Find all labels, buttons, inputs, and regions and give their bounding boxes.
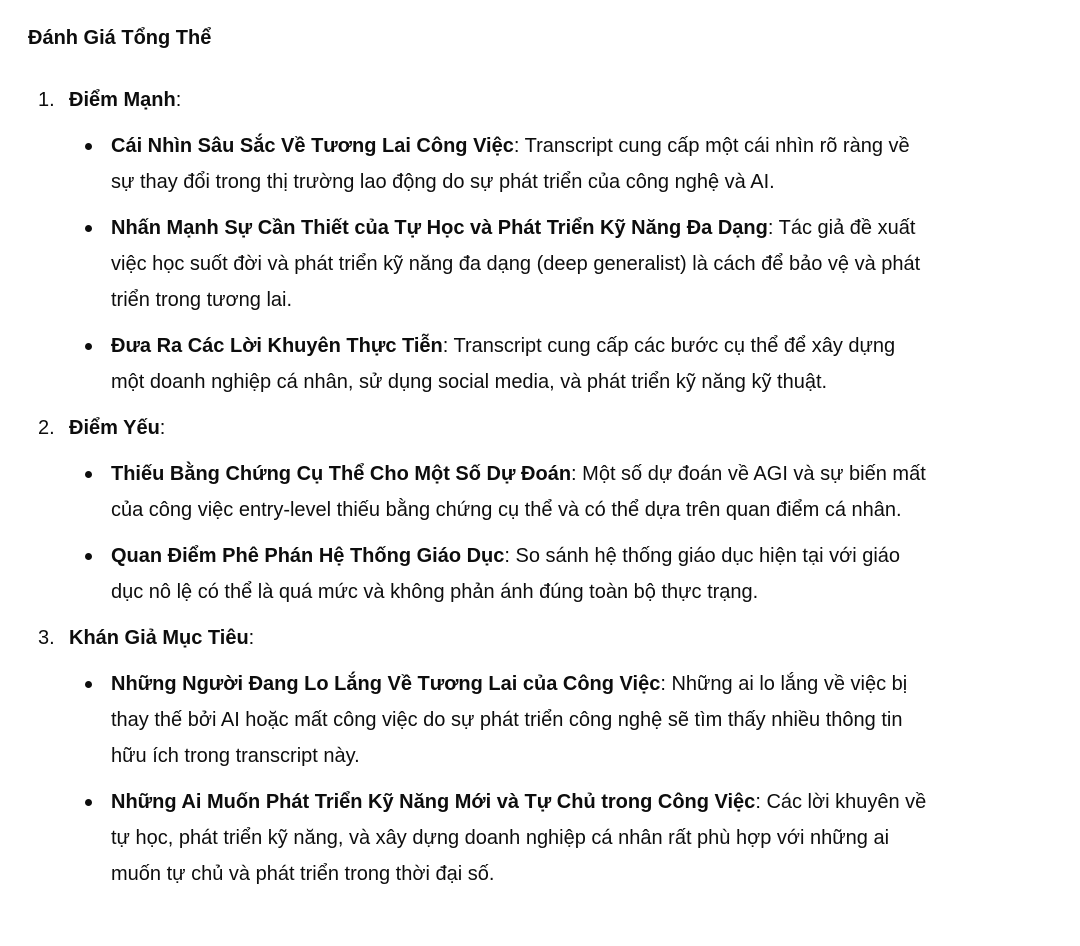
bullet-text: Những ai lo lắng về việc bị thay thế bởi AI hoặc mất công việc do sự phát triển công nghệ sẽ tìm thấy nhiều thông tin hữu ích trong transcript này. — [111, 673, 908, 767]
section-heading-text: Điểm Mạnh — [69, 89, 176, 111]
list-item: Những Người Đang Lo Lắng Về Tương Lai của Công Việc: Những ai lo lắng về việc bị thay thế bởi AI hoặc mất công việc do sự phát triển công nghệ sẽ tìm thấy nhiều thông tin hữu ích trong transcript này. — [69, 666, 931, 774]
bullet-dot-icon — [85, 471, 92, 478]
bullet-title: Thiếu Bằng Chứng Cụ Thể Cho Một Số Dự Đoán — [111, 463, 572, 485]
bullet-dot-icon — [85, 343, 92, 350]
bullet-title: Cái Nhìn Sâu Sắc Về Tương Lai Công Việc — [111, 135, 514, 157]
section-weaknesses — [28, 410, 1080, 610]
list-item: Đưa Ra Các Lời Khuyên Thực Tiễn: Transcript cung cấp các bước cụ thể để xây dựng một doanh nghiệp cá nhân, sử dụng social media, và phát triển kỹ năng kỹ thuật. — [69, 328, 931, 400]
section-heading-text: Khán Giả Mục Tiêu — [69, 627, 249, 649]
bullet-title: Quan Điểm Phê Phán Hệ Thống Giáo Dục — [111, 545, 505, 567]
bullet-dot-icon — [85, 143, 92, 150]
section-heading: Điểm Mạnh: — [69, 89, 182, 111]
section-strengths — [28, 82, 1080, 400]
bullet-title: Đưa Ra Các Lời Khuyên Thực Tiễn — [111, 335, 443, 357]
document-title: Đánh Giá Tổng Thể — [28, 27, 212, 49]
bullet-title: Những Ai Muốn Phát Triển Kỹ Năng Mới và Tự Chủ trong Công Việc — [111, 791, 756, 813]
bullet-text: Tác giả đề xuất việc học suốt đời và phát triển kỹ năng đa dạng (deep generalist) là cách để bảo vệ và phát triển trong tương lai. — [111, 217, 921, 311]
bullet-text: Transcript cung cấp một cái nhìn rõ ràng về sự thay đổi trong thị trường lao động do sự phát triển của công nghệ và AI. — [111, 135, 910, 193]
bullet-list — [69, 456, 1080, 610]
bullet-title: Những Người Đang Lo Lắng Về Tương Lai của Công Việc — [111, 673, 661, 695]
list-item: Nhấn Mạnh Sự Cần Thiết của Tự Học và Phát Triển Kỹ Năng Đa Dạng: Tác giả đề xuất việc học suốt đời và phát triển kỹ năng đa dạng (deep generalist) là cách để bảo vệ và phát triển trong tương lai. — [69, 210, 931, 318]
list-item: Quan Điểm Phê Phán Hệ Thống Giáo Dục: So sánh hệ thống giáo dục hiện tại với giáo dục nô lệ có thể là quá mức và không phản ánh đúng toàn bộ thực trạng. — [69, 538, 931, 610]
bullet-dot-icon — [85, 225, 92, 232]
bullet-list — [69, 128, 1080, 400]
list-item: Cái Nhìn Sâu Sắc Về Tương Lai Công Việc: Transcript cung cấp một cái nhìn rõ ràng về sự thay đổi trong thị trường lao động do sự phát triển của công nghệ và AI. — [69, 128, 931, 200]
list-item: Những Ai Muốn Phát Triển Kỹ Năng Mới và Tự Chủ trong Công Việc: Các lời khuyên về tự học, phát triển kỹ năng, và xây dựng doanh nghiệp cá nhân rất phù hợp với những ai muốn tự chủ và phát triển trong thời đại số. — [69, 784, 931, 892]
bullet-text: Các lời khuyên về tự học, phát triển kỹ năng, và xây dựng doanh nghiệp cá nhân rất phù hợp với những ai muốn tự chủ và phát triển trong thời đại số. — [111, 791, 927, 885]
section-target-audience — [28, 620, 1080, 892]
section-heading: Điểm Yếu: — [69, 417, 166, 439]
bullet-dot-icon — [85, 553, 92, 560]
bullet-text: So sánh hệ thống giáo dục hiện tại với giáo dục nô lệ có thể là quá mức và không phản ánh đúng toàn bộ thực trạng. — [111, 545, 901, 603]
bullet-dot-icon — [85, 799, 92, 806]
section-list — [28, 82, 1080, 892]
bullet-dot-icon — [85, 681, 92, 688]
section-heading-text: Điểm Yếu — [69, 417, 160, 439]
section-number: 2. — [38, 417, 55, 439]
bullet-text: Transcript cung cấp các bước cụ thể để xây dựng một doanh nghiệp cá nhân, sử dụng social media, và phát triển kỹ năng kỹ thuật. — [111, 335, 896, 393]
bullet-list — [69, 666, 1080, 892]
list-item: Thiếu Bằng Chứng Cụ Thể Cho Một Số Dự Đoán: Một số dự đoán về AGI và sự biến mất của công việc entry-level thiếu bằng chứng cụ thể và có thể dựa trên quan điểm cá nhân. — [69, 456, 931, 528]
bullet-title: Nhấn Mạnh Sự Cần Thiết của Tự Học và Phát Triển Kỹ Năng Đa Dạng — [111, 217, 768, 239]
bullet-text: Một số dự đoán về AGI và sự biến mất của công việc entry-level thiếu bằng chứng cụ thể và có thể dựa trên quan điểm cá nhân. — [111, 463, 926, 521]
section-number: 1. — [38, 89, 55, 111]
section-number: 3. — [38, 627, 55, 649]
section-heading: Khán Giả Mục Tiêu: — [69, 627, 255, 649]
